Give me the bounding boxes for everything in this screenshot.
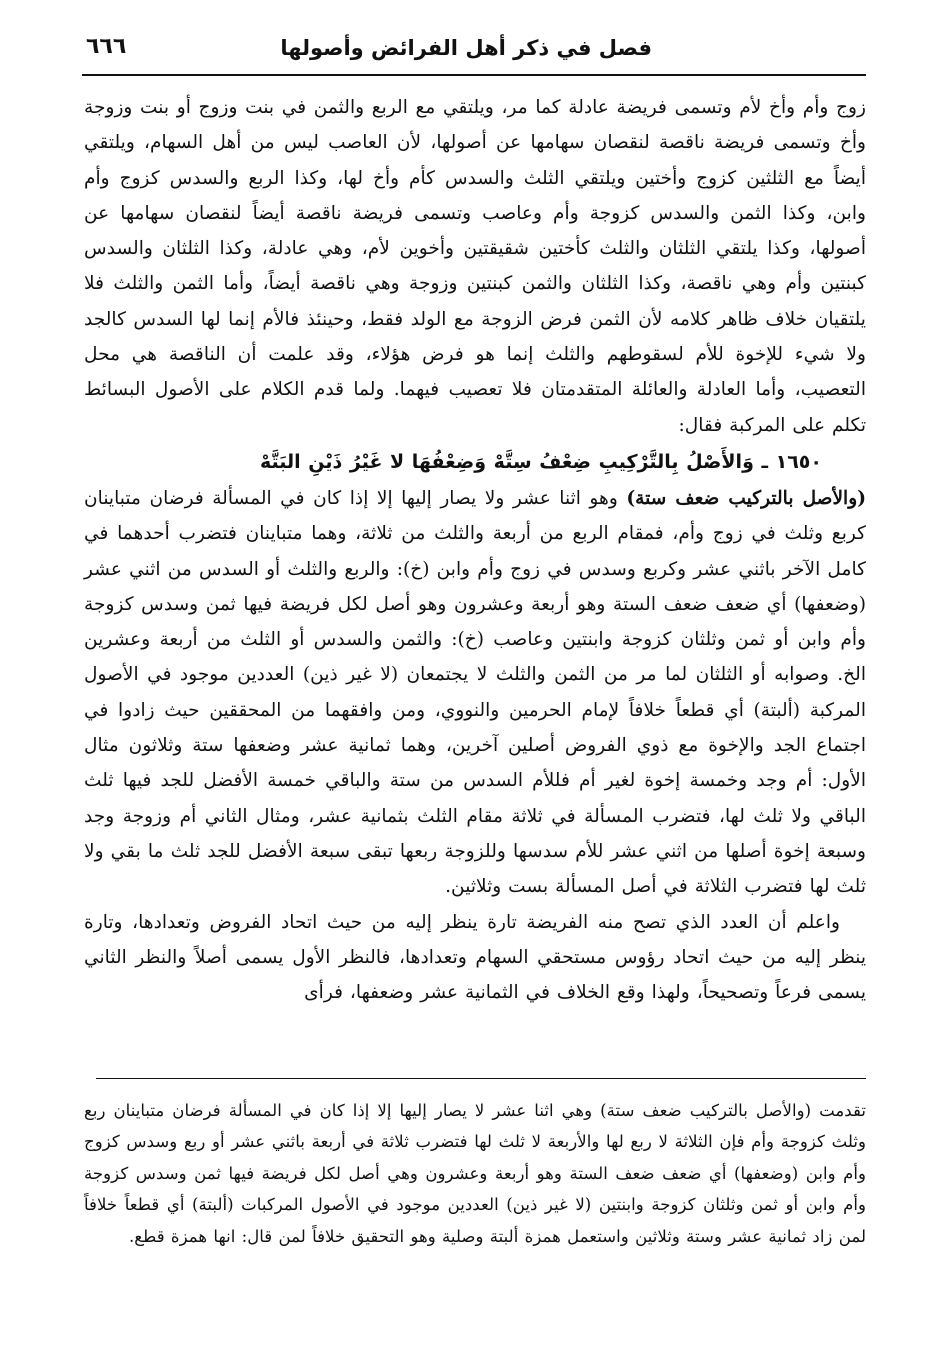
paragraph-1: زوج وأم وأخ لأم وتسمى فريضة عادلة كما مر، ويلتقي مع الربع والثمن في بنت وزوج أو بنت وزوجة وأخ وتسمى فريضة ناقصة لنقصان سهامها عن أصولها، لأن العاصب ليس من أهل السهام، ويلتقي أيضاً مع الثلثين كزوج وأختين ويلتقي الثلث والسدس كأم وأخ لها، وكذا الربع والسدس كزوج وأم وابن، وكذا الثمن والسدس كزوجة وأم وعاصب وتسمى فريضة ناقصة أيضاً لنقصان سهامها عن أصولها، وكذا يلتقي الثلثان والثلث كأختين شقيقتين وأخوين لأم، وهي عادلة، وكذا الثلثان والسدس كبنتين وأم وهي ناقصة، وكذا الثلثان والثمن كبنتين وزوجة وهي ناقصة أيضاً، وأما الثمن والثلث فلا يلتقيان خلاف ظاهر كلامه لأن الثمن فرض الزوجة مع الولد فقط، وحينئذ فالأم إنما لها السدس كالجد ولا شيء للإخوة للأم لسقوطهم والثلث إنما هو فرض هؤلاء، وقد علمت أن الناقصة هي محل التعصيب، وأما العادلة والعائلة المتقدمتان فلا تعصيب فيهما. ولما قدم الكلام على الأصول البسائط تكلم على المركبة فقال: [84,97,866,436]
page-number: ٦٦٦ [86,34,127,59]
paragraph-2 [84,481,866,905]
page-header [86,30,862,70]
chapter-title: فصل في ذكر أهل الفرائض وأصولها [280,36,652,60]
verse-line: ١٦٥٠ ـ وَالأَصْلُ بِالتَّرْكِيبِ ضِعْفُ سِتَّهْ وَضِعْفُهَا لا غَيْرُ ذَيْنِ البَتَّهْ [259,450,822,473]
paragraph-2-lead: (والأصل بالتركيب ضعف ستة) [626,487,866,509]
header-divider [82,74,866,76]
paragraph-3: واعلم أن العدد الذي تصح منه الفريضة تارة ينظر إليه من حيث اتحاد الفروض وتعدادها، وتارة ينظر إليه من حيث اتحاد رؤوس مستحقي السهام وتعدادها، فالنظر الأول يسمى أصلاً والنظر الثاني يسمى فرعاً وتصحيحاً، ولهذا وقع الخلاف في الثمانية عشر وضعفها، فرأى [84,911,866,1004]
paragraph-2-text: وهو اثنا عشر ولا يصار إليها إلا إذا كان في المسألة فرضان متباينان كربع وثلث في زوج وأم، فمقام الربع من أربعة والثلث من ثلاثة، وهما متباينان فتضرب أحدهما في كامل الآخر باثني عشر وكربع وسدس في زوج وأم وابن (خ): والربع والثلث أو السدس من اثني عشر (وضعفها) أي ضعف ضعف الستة وهو أربعة وعشرون وهو أصل لكل فريضة فيها ثمن وسدس كزوجة وأم وابن أو ثمن وثلثان كزوجة وابنتين وعاصب (خ): والثمن والسدس أو الثلث من أربعة وعشرين الخ. وصوابه أو الثلثان لما مر من الثمن والثلث لا يجتمعان (لا غير ذين) العددين موجود في الأصول المركبة (ألبتة) أي قطعاً خلافاً لإمام الحرمين والنووي، ومن وافقهما من المحققين حيث زادوا في اجتماع الجد والإخوة مع ذوي الفروض أصلين آخرين، وهما ثمانية عشر وضعفها ستة وثلاثون مثال الأول: أم وجد وخمسة إخوة لغير أم فللأم السدس من ستة والباقي خمسة الأفضل للجد فيها ثلث الباقي ولا ثلث لها، فتضرب المسألة في ثلاثة مقام الثلث بثمانية عشر، ومثال الثاني أم وزوجة وجد وسبعة إخوة أصلها من اثني عشر للأم سدسها وللزوجة ربعها تبقى سبعة الأفضل للجد ثلث ما بقي ولا ثلث لها فتضرب الثلاثة في أصل المسألة بست وثلاثين. [84,487,866,898]
footnote: تقدمت (والأصل بالتركيب ضعف ستة) وهي اثنا عشر لا يصار إليها إلا إذا كان في المسألة فرضان متباينان ربع وثلث كزوجة وأم فإن الثلاثة لا ربع لها والأربعة لا ثلث لها فتضرب ثلاثة في أربعة باثني عشر أو ربع وسدس كزوج وأم وابن (وضعفها) أي ضعف ضعف الستة وهو أربعة وعشرون وهي أصل لكل فريضة فيها ثمن وسدس كزوجة وأم وابن أو ثمن وثلثان كزوجة وابنتين (لا غير ذين) العددين موجود في الأصول المركبات (ألبتة) أي قطعاً خلافاً لمن زاد ثمانية عشر وستة وثلاثين واستعمل همزة ألبتة وصلية وهو التحقيق خلافاً لمن قال: انها همزة قطع. [84,1101,867,1246]
main-text [84,90,866,1010]
footnote-divider [96,1078,866,1079]
